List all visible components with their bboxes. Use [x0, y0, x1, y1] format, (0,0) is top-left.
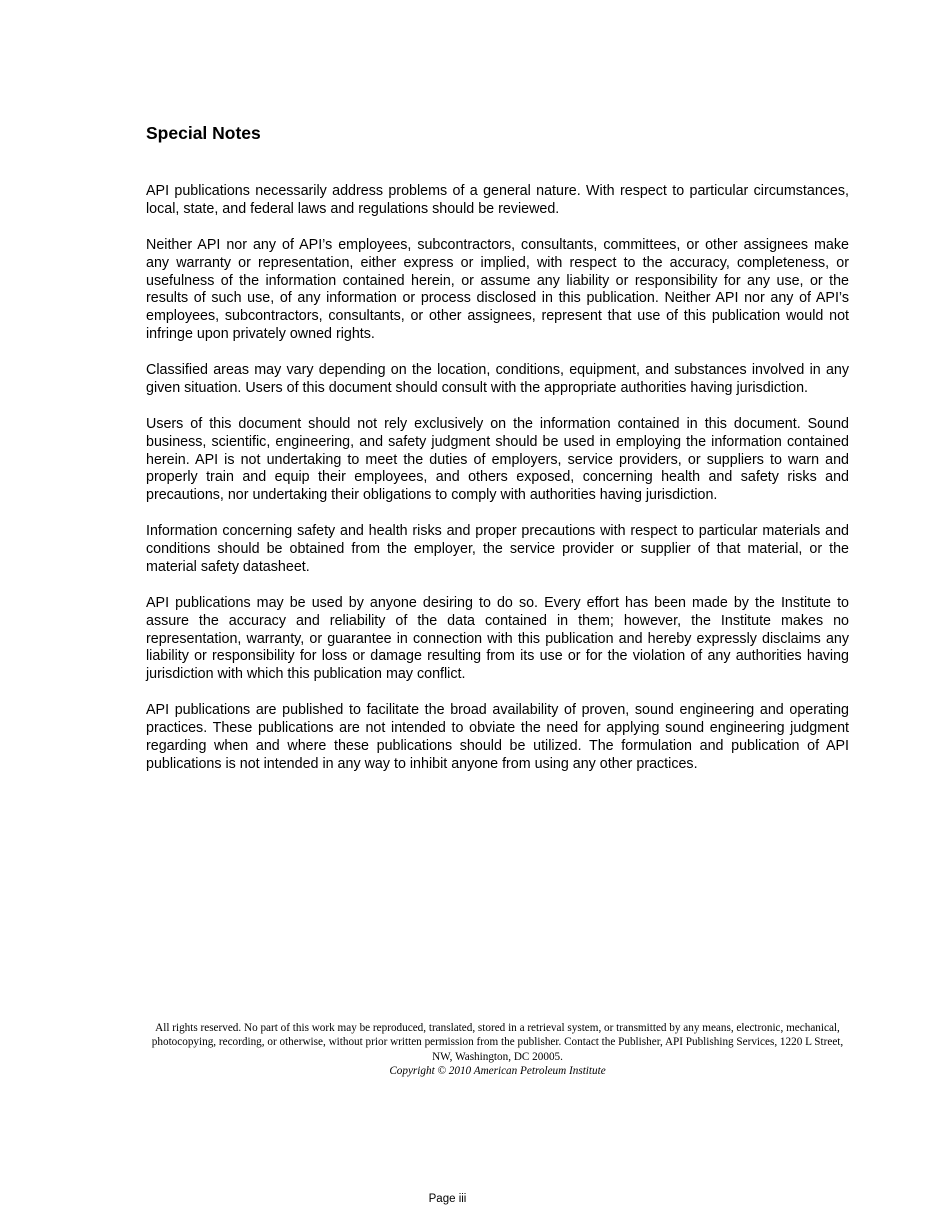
page-title: Special Notes	[146, 123, 261, 143]
paragraph: API publications necessarily address problems of a general nature. With respect to particular circumstances, local, state, and federal laws and regulations should be reviewed.	[146, 183, 849, 217]
paragraph: API publications may be used by anyone desiring to do so. Every effort has been made by the Institute to assure the accuracy and reliability of the data contained in them; however, the Institute makes no representation, warranty, or guarantee in connection with this publication and hereby expressly disclaims any liability or responsibility for loss or damage resulting from its use or for the violation of any authorities having jurisdiction with which this publication may conflict.	[146, 594, 849, 683]
paragraph: Users of this document should not rely exclusively on the information contained in this document. Sound business, scientific, engineering, and safety judgment should be used in employing the information contained herein. API is not undertaking to meet the duties of employers, service providers, or suppliers to warn and properly train and equip their employees, and others exposed, concerning health and safety risks and precautions, nor undertaking their obligations to comply with authorities having jurisdiction.	[146, 415, 849, 504]
rights-notice	[146, 1021, 849, 1078]
copyright-line: Copyright © 2010 American Petroleum Institute	[389, 1064, 606, 1077]
paragraph: Classified areas may vary depending on the location, conditions, equipment, and substances involved in any given situation. Users of this document should consult with the appropriate authorities having jurisdiction.	[146, 362, 849, 396]
paragraph: API publications are published to facilitate the broad availability of proven, sound engineering and operating practices. These publications are not intended to obviate the need for applying sound engineering judgment regarding when and where these publications should be utilized. The formulation and publication of API publications is not intended in any way to inhibit anyone from using any other practices.	[146, 702, 849, 772]
paragraph: Neither API nor any of API’s employees, subcontractors, consultants, committees, or other assignees make any warranty or representation, either express or implied, with respect to the accuracy, completeness, or usefulness of the information contained herein, or assume any liability or responsibility for any use, or the results of such use, of any information or process disclosed in this publication. Neither API nor any of API’s employees, subcontractors, consultants, or other assignees, represent that use of this publication would not infringe upon privately owned rights.	[146, 236, 849, 343]
paragraph: Information concerning safety and health risks and proper precautions with respect to particular materials and conditions should be obtained from the employer, the service provider or supplier of that material, or the material safety datasheet.	[146, 523, 849, 575]
rights-notice-text: All rights reserved. No part of this work may be reproduced, translated, stored in a retrieval system, or transmitted by any means, electronic, mechanical, photocopying, recording, or otherwise, without prior written permission from the publisher. Contact the Publisher, API Publishing Services, 1220 L Street, NW, Washington, DC 20005.	[151, 1022, 844, 1063]
special-notes-body	[146, 183, 849, 792]
page-number: Page iii	[428, 1193, 467, 1205]
